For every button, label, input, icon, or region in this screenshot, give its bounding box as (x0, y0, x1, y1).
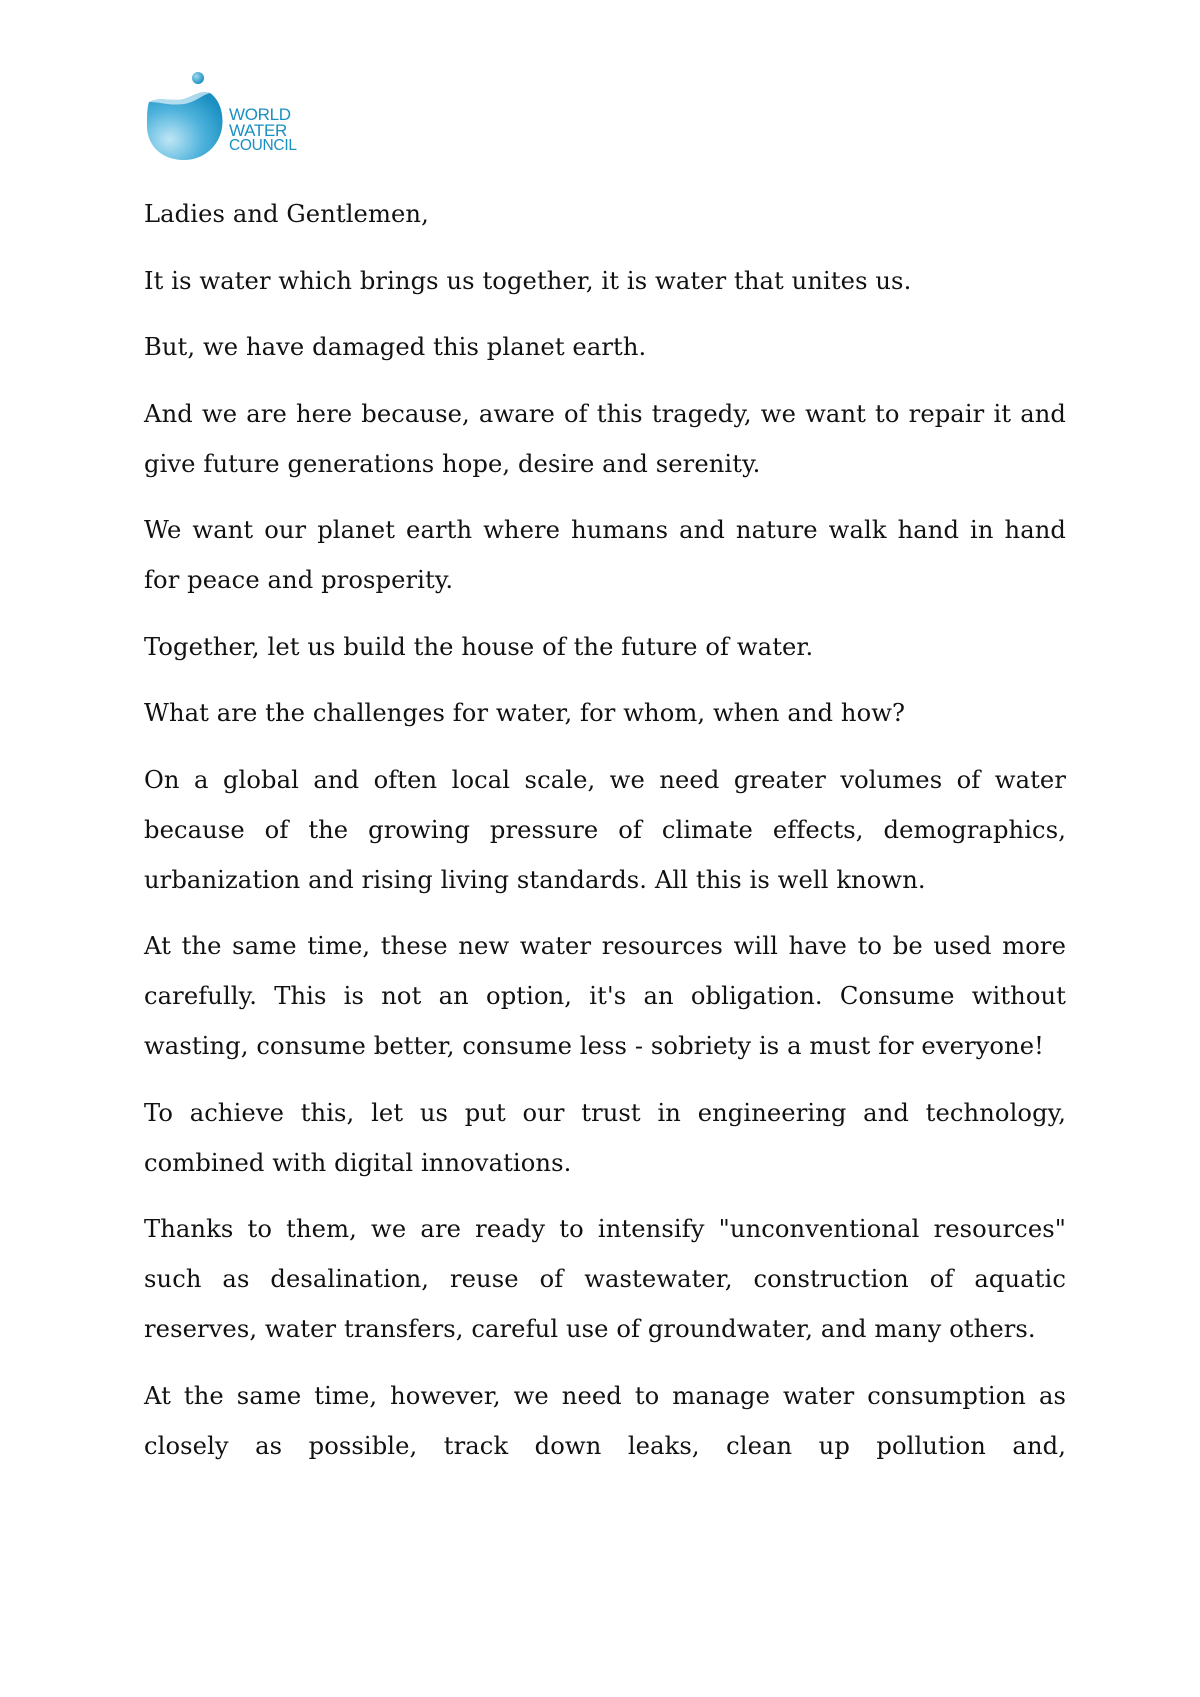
world-water-council-logo (140, 66, 320, 166)
logo-line-council: COUNCIL (229, 137, 297, 154)
paragraph: And we are here because, aware of this tragedy, we want to repair it and give future generations hope, desire and serenity. (144, 399, 1066, 478)
paragraph: On a global and often local scale, we need greater volumes of water because of the growing pressure of climate effects, demographics, urbanization and rising living standards. All this is well known. (144, 765, 1066, 894)
logo-line-water: WATER (229, 120, 287, 140)
paragraph: At the same time, however, we need to manage water consumption as closely as possible, track down leaks, clean up pollution and, (144, 1381, 1066, 1460)
water-drop-icon (140, 66, 230, 166)
salutation: Ladies and Gentlemen, (144, 200, 429, 228)
paragraph: Thanks to them, we are ready to intensify "unconventional resources" such as desalination, reuse of wastewater, construction of aquatic reserves, water transfers, careful use of groundwater, and many others. (144, 1215, 1066, 1343)
paragraph: Together, let us build the house of the future of water. (144, 632, 814, 661)
paragraph: What are the challenges for water, for whom, when and how? (144, 699, 906, 727)
paragraph: We want our planet earth where humans and nature walk hand in hand for peace and prosperity. (144, 516, 1066, 594)
small-droplet (192, 72, 204, 84)
speech-body (144, 189, 1066, 1487)
logo-wordmark (229, 107, 297, 154)
logo-line-world: WORLD (229, 105, 291, 124)
paragraph: At the same time, these new water resources will have to be used more carefully. This is not an option, it's an obligation. Consume without wasting, consume better, consume less - sobriety is a must for everyone! (144, 932, 1066, 1060)
paragraph: It is water which brings us together, it is water that unites us. (144, 266, 912, 295)
paragraph: But, we have damaged this planet earth. (144, 333, 647, 361)
paragraph: To achieve this, let us put our trust in engineering and technology, combined with digital innovations. (144, 1098, 1066, 1177)
